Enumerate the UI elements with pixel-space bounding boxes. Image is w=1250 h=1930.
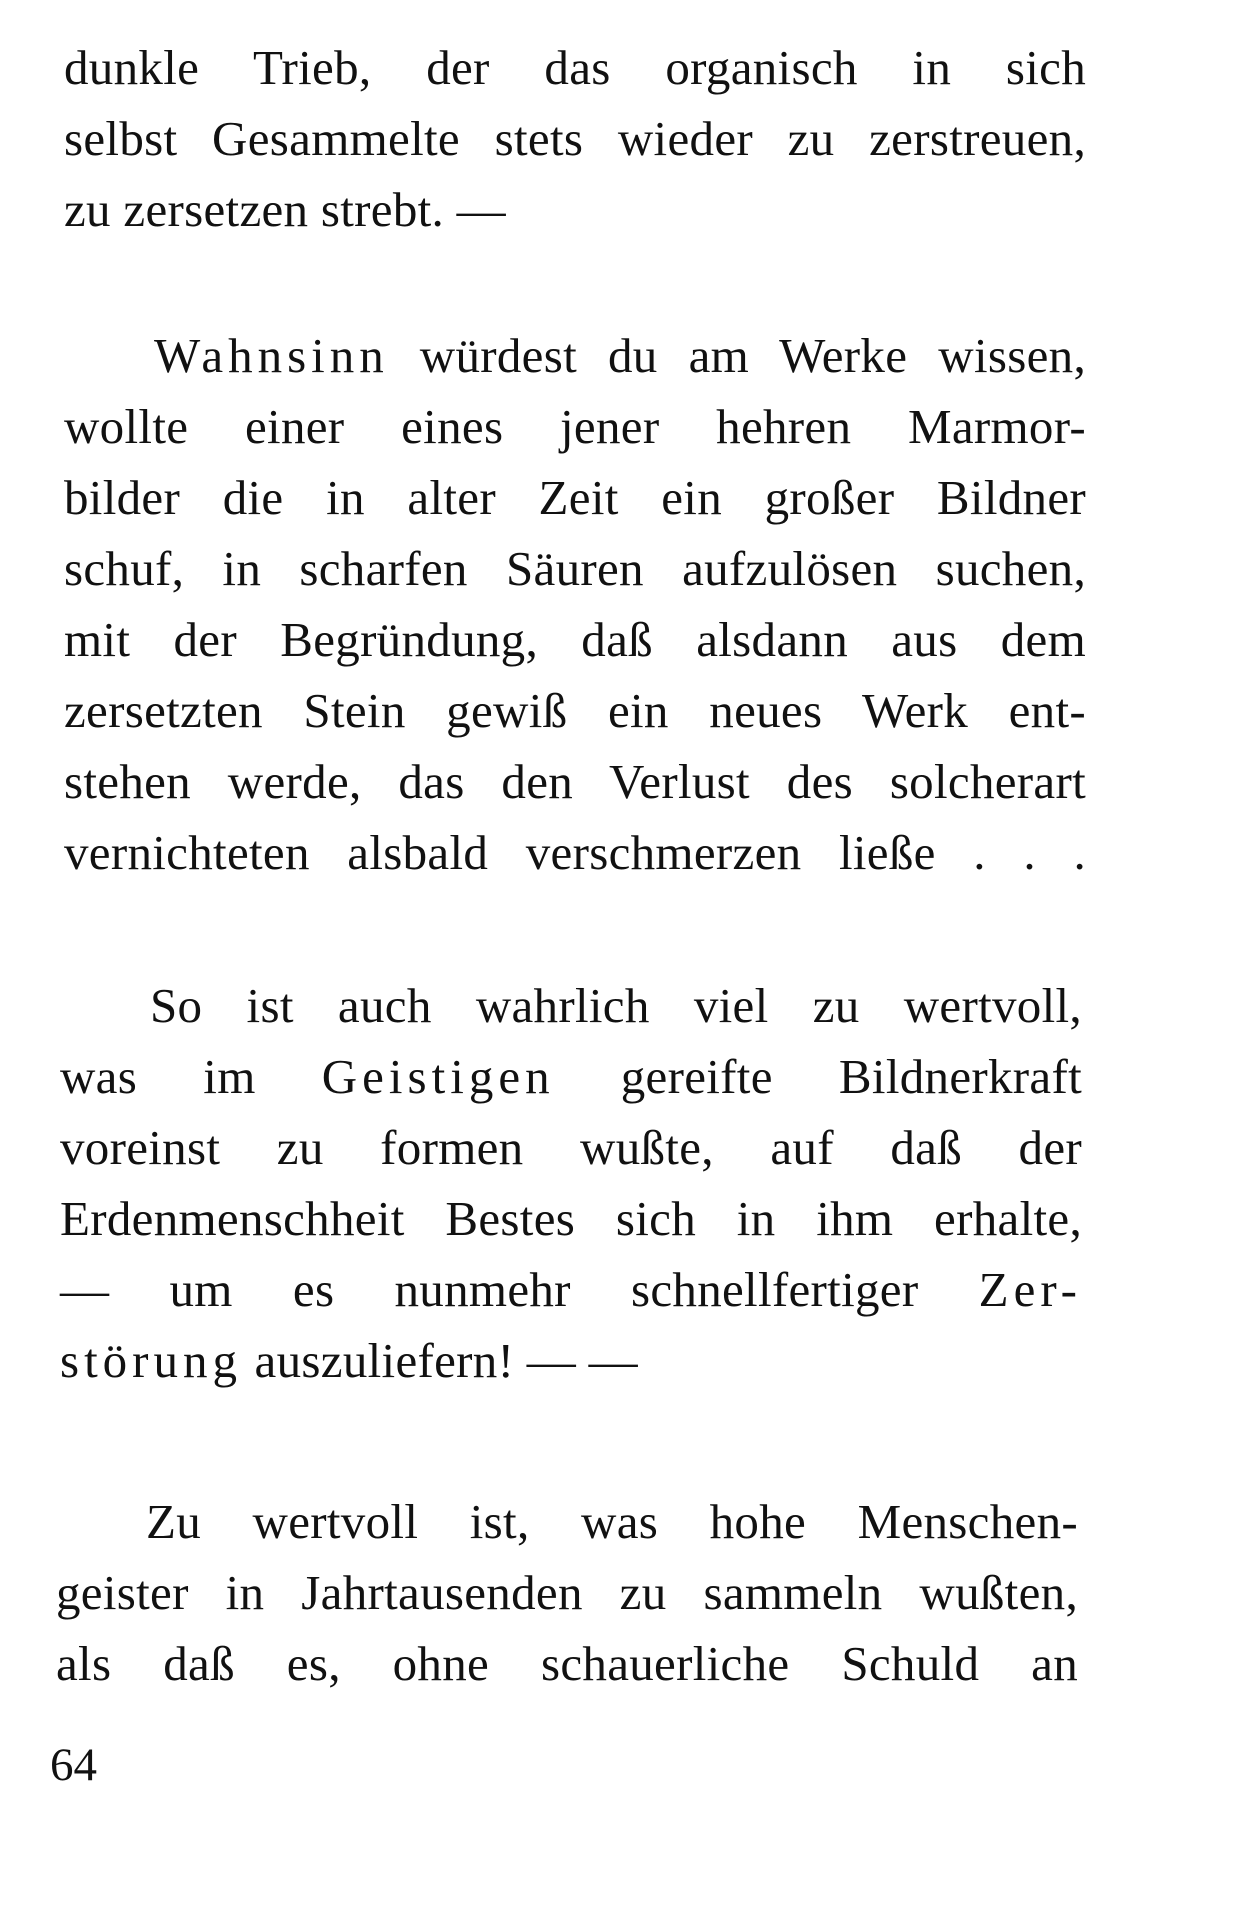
paragraph-4 — [56, 1486, 1078, 1699]
text-line: schuf, in scharfen Säuren aufzulösen suchen, — [64, 541, 1086, 596]
text-line: Zu wertvoll ist, was hohe Menschen- — [146, 1494, 1078, 1549]
emphasized-word: Geistigen — [321, 1049, 555, 1104]
emphasized-word: störung — [60, 1333, 242, 1388]
paragraph-1 — [64, 32, 1086, 245]
text-fragment: was im — [60, 1049, 322, 1104]
text-line: dunkle Trieb, der das organisch in sich — [64, 40, 1086, 95]
text-fragment: gereifte Bildnerkraft — [554, 1049, 1083, 1104]
text-fragment: auszuliefern! — — — [242, 1333, 638, 1388]
text-line: voreinst zu formen wußte, auf daß der — [60, 1120, 1082, 1175]
paragraph-2 — [64, 320, 1086, 888]
text-line: mit der Begründung, daß alsdann aus dem — [64, 612, 1086, 667]
text-line: als daß es, ohne schauerliche Schuld an — [56, 1636, 1078, 1691]
text-line: vernichteten alsbald verschmerzen ließe . . . — [64, 825, 1086, 880]
text-line: So ist auch wahrlich viel zu wertvoll, — [150, 978, 1082, 1033]
text-line: zu zersetzen strebt. — — [64, 182, 506, 237]
paragraph-3 — [60, 970, 1082, 1396]
emphasized-word: Zer- — [978, 1262, 1082, 1317]
text-line: zersetzten Stein gewiß ein neues Werk ent- — [64, 683, 1086, 738]
text-line — [60, 1041, 1082, 1112]
text-line: Erdenmenschheit Bestes sich in ihm erhalte, — [60, 1191, 1082, 1246]
emphasized-word: Wahnsinn — [154, 328, 389, 383]
text-line — [60, 1254, 1082, 1325]
text-line — [64, 320, 1086, 391]
text-line: wollte einer eines jener hehren Marmor- — [64, 399, 1086, 454]
text-line: selbst Gesammelte stets wieder zu zerstreuen, — [64, 111, 1086, 166]
text-line: geister in Jahrtausenden zu sammeln wußten, — [56, 1565, 1078, 1620]
text-line: bilder die in alter Zeit ein großer Bildner — [64, 470, 1086, 525]
page-number: 64 — [50, 1739, 97, 1791]
text-line — [60, 1325, 1082, 1396]
text-fragment: — um es nunmehr schnellfertiger — [60, 1262, 979, 1317]
text-line: stehen werde, das den Verlust des solcherart — [64, 754, 1086, 809]
text-fragment: würdest du am Werke wissen, — [388, 328, 1086, 383]
